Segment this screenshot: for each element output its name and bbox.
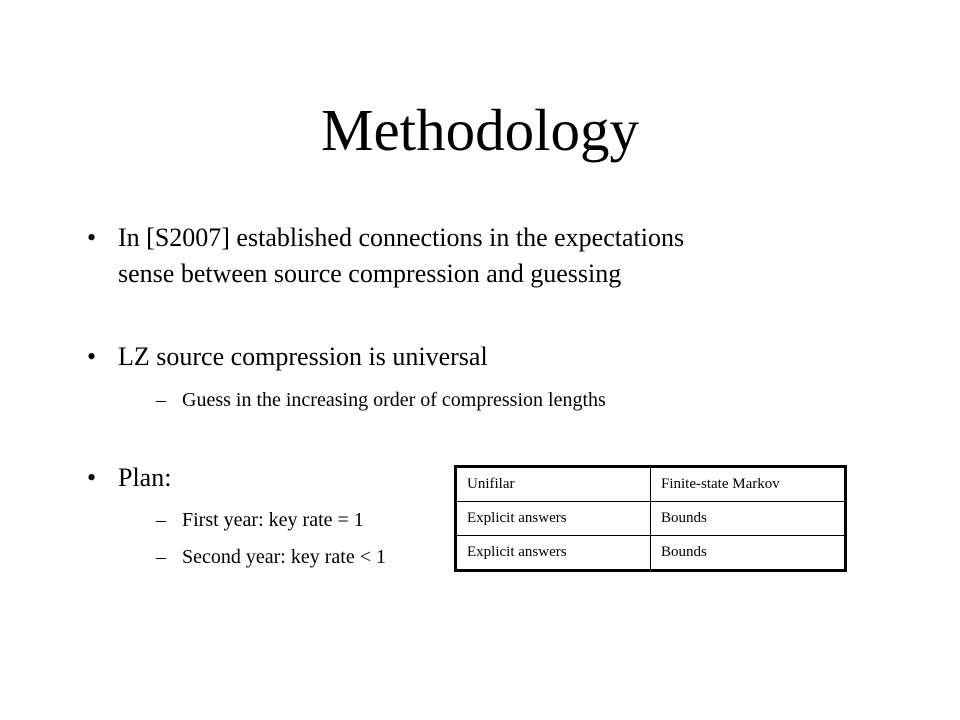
table-cell: Explicit answers <box>456 536 651 571</box>
table-cell: Explicit answers <box>456 502 651 536</box>
table-cell: Bounds <box>651 502 846 536</box>
table-row <box>456 467 846 502</box>
table-row <box>456 502 846 536</box>
sub-bullet-dash: – <box>156 389 166 411</box>
sub-bullet-text: Guess in the increasing order of compression lengths <box>182 389 606 411</box>
sub-bullet-dash: – <box>156 509 166 531</box>
bullet-text: Plan: <box>118 463 172 492</box>
bullet-text: LZ source compression is universal <box>118 342 488 371</box>
sub-bullet-text: Second year: key rate < 1 <box>182 546 386 568</box>
table-cell: Bounds <box>651 536 846 571</box>
results-table <box>454 465 847 572</box>
bullet-mark: • <box>87 223 97 252</box>
table-cell: Unifilar <box>456 467 651 502</box>
sub-bullet-dash: – <box>156 546 166 568</box>
sub-bullet-text: First year: key rate = 1 <box>182 509 364 531</box>
bullet-mark: • <box>87 463 97 492</box>
bullet-text-line: sense between source compression and guessing <box>118 259 622 288</box>
bullet-mark: • <box>87 342 97 371</box>
table-row <box>456 536 846 571</box>
slide-title: Methodology <box>321 97 639 163</box>
table-cell: Finite-state Markov <box>651 467 846 502</box>
bullet-text-line: In [S2007] established connections in the expectations <box>118 223 685 252</box>
